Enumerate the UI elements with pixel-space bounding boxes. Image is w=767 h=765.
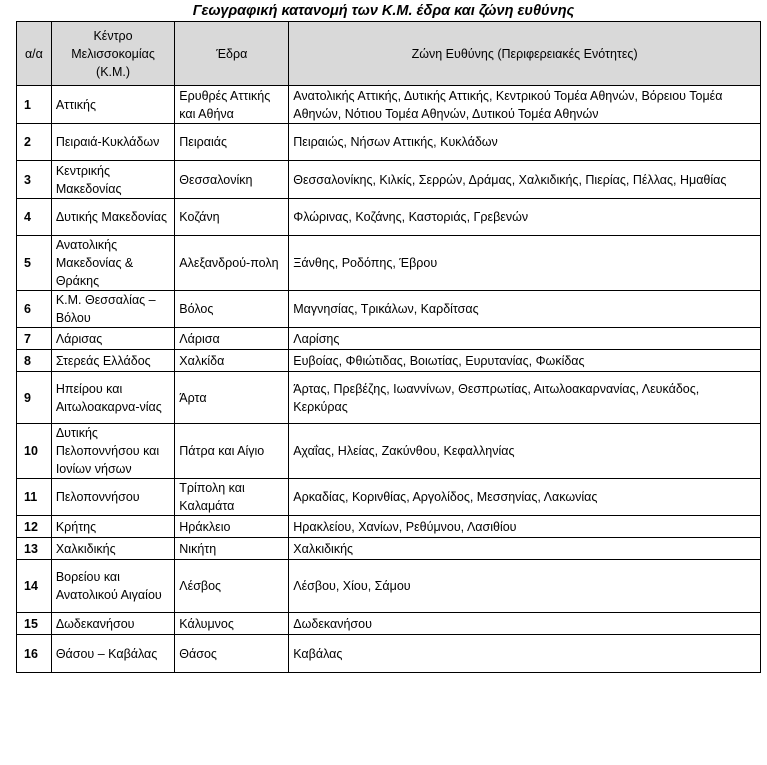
zone-cell: Ξάνθης, Ροδόπης, Έβρου [289, 236, 761, 291]
center-cell: Στερεάς Ελλάδος [51, 350, 174, 372]
num-cell: 3 [17, 161, 52, 199]
table-row [17, 350, 761, 372]
table-row [17, 236, 761, 291]
table-row [17, 635, 761, 673]
seat-cell: Ερυθρές Αττικής και Αθήνα [175, 86, 289, 124]
seat-cell: Θεσσαλονίκη [175, 161, 289, 199]
center-cell: Ανατολικής Μακεδονίας & Θράκης [51, 236, 174, 291]
num-cell: 7 [17, 328, 52, 350]
header-zone: Ζώνη Ευθύνης (Περιφερειακές Ενότητες) [289, 22, 761, 86]
num-cell: 5 [17, 236, 52, 291]
table-row [17, 538, 761, 560]
center-cell: Λάρισας [51, 328, 174, 350]
zone-cell: Ανατολικής Αττικής, Δυτικής Αττικής, Κεντρικού Τομέα Αθηνών, Βόρειου Τομέα Αθηνών, Νότιου Τομέα Αθηνών, Δυτικού Τομέα Αθηνών [289, 86, 761, 124]
zone-cell: Φλώρινας, Κοζάνης, Καστοριάς, Γρεβενών [289, 199, 761, 236]
seat-cell: Αλεξανδρού-πολη [175, 236, 289, 291]
header-num: α/α [17, 22, 52, 86]
table-row [17, 516, 761, 538]
table-header-row [17, 22, 761, 86]
table-row [17, 161, 761, 199]
document-title: Γεωγραφική κατανομή των Κ.Μ. έδρα και ζώνη ευθύνης [192, 3, 575, 19]
center-cell: Κ.Μ. Θεσσαλίας – Βόλου [51, 291, 174, 328]
zone-cell: Καβάλας [289, 635, 761, 673]
center-cell: Χαλκιδικής [51, 538, 174, 560]
table-row [17, 86, 761, 124]
seat-cell: Κάλυμνος [175, 613, 289, 635]
seat-cell: Λέσβος [175, 560, 289, 613]
center-cell: Θάσου – Καβάλας [51, 635, 174, 673]
num-cell: 6 [17, 291, 52, 328]
table-body [17, 86, 761, 673]
center-cell: Πειραιά-Κυκλάδων [51, 124, 174, 161]
num-cell: 13 [17, 538, 52, 560]
num-cell: 11 [17, 479, 52, 516]
num-cell: 15 [17, 613, 52, 635]
center-cell: Βορείου και Ανατολικού Αιγαίου [51, 560, 174, 613]
num-cell: 14 [17, 560, 52, 613]
table-row [17, 424, 761, 479]
table-row [17, 372, 761, 424]
num-cell: 1 [17, 86, 52, 124]
zone-cell: Άρτας, Πρεβέζης, Ιωαννίνων, Θεσπρωτίας, Αιτωλοακαρνανίας, Λευκάδος, Κερκύρας [289, 372, 761, 424]
zone-cell: Αρκαδίας, Κορινθίας, Αργολίδος, Μεσσηνίας, Λακωνίας [289, 479, 761, 516]
seat-cell: Τρίπολη και Καλαμάτα [175, 479, 289, 516]
num-cell: 8 [17, 350, 52, 372]
center-cell: Δυτικής Μακεδονίας [51, 199, 174, 236]
seat-cell: Κοζάνη [175, 199, 289, 236]
num-cell: 12 [17, 516, 52, 538]
seat-cell: Ηράκλειο [175, 516, 289, 538]
center-cell: Κεντρικής Μακεδονίας [51, 161, 174, 199]
table-row [17, 613, 761, 635]
num-cell: 10 [17, 424, 52, 479]
seat-cell: Άρτα [175, 372, 289, 424]
seat-cell: Πειραιάς [175, 124, 289, 161]
table-row [17, 328, 761, 350]
table-row [17, 124, 761, 161]
zone-cell: Λαρίσης [289, 328, 761, 350]
zone-cell: Δωδεκανήσου [289, 613, 761, 635]
seat-cell: Χαλκίδα [175, 350, 289, 372]
center-cell: Αττικής [51, 86, 174, 124]
num-cell: 2 [17, 124, 52, 161]
center-cell: Ηπείρου και Αιτωλοακαρνα-νίας [51, 372, 174, 424]
seat-cell: Βόλος [175, 291, 289, 328]
table-row [17, 291, 761, 328]
table-row [17, 479, 761, 516]
seat-cell: Πάτρα και Αίγιο [175, 424, 289, 479]
zone-cell: Αχαΐας, Ηλείας, Ζακύνθου, Κεφαλληνίας [289, 424, 761, 479]
zone-cell: Χαλκιδικής [289, 538, 761, 560]
zone-cell: Θεσσαλονίκης, Κιλκίς, Σερρών, Δράμας, Χαλκιδικής, Πιερίας, Πέλλας, Ημαθίας [289, 161, 761, 199]
zone-cell: Λέσβου, Χίου, Σάμου [289, 560, 761, 613]
seat-cell: Θάσος [175, 635, 289, 673]
num-cell: 9 [17, 372, 52, 424]
num-cell: 16 [17, 635, 52, 673]
center-cell: Κρήτης [51, 516, 174, 538]
num-cell: 4 [17, 199, 52, 236]
table-row [17, 560, 761, 613]
center-cell: Πελοποννήσου [51, 479, 174, 516]
header-seat: Έδρα [175, 22, 289, 86]
zone-cell: Ευβοίας, Φθιώτιδας, Βοιωτίας, Ευρυτανίας, Φωκίδας [289, 350, 761, 372]
zone-cell: Πειραιώς, Νήσων Αττικής, Κυκλάδων [289, 124, 761, 161]
zone-cell: Ηρακλείου, Χανίων, Ρεθύμνου, Λασιθίου [289, 516, 761, 538]
seat-cell: Λάρισα [175, 328, 289, 350]
center-cell: Δωδεκανήσου [51, 613, 174, 635]
header-center: Κέντρο Μελισσοκομίας (Κ.Μ.) [51, 22, 174, 86]
zone-cell: Μαγνησίας, Τρικάλων, Καρδίτσας [289, 291, 761, 328]
center-cell: Δυτικής Πελοποννήσου και Ιονίων νήσων [51, 424, 174, 479]
table-row [17, 199, 761, 236]
apiculture-centers-table [16, 21, 761, 673]
seat-cell: Νικήτη [175, 538, 289, 560]
